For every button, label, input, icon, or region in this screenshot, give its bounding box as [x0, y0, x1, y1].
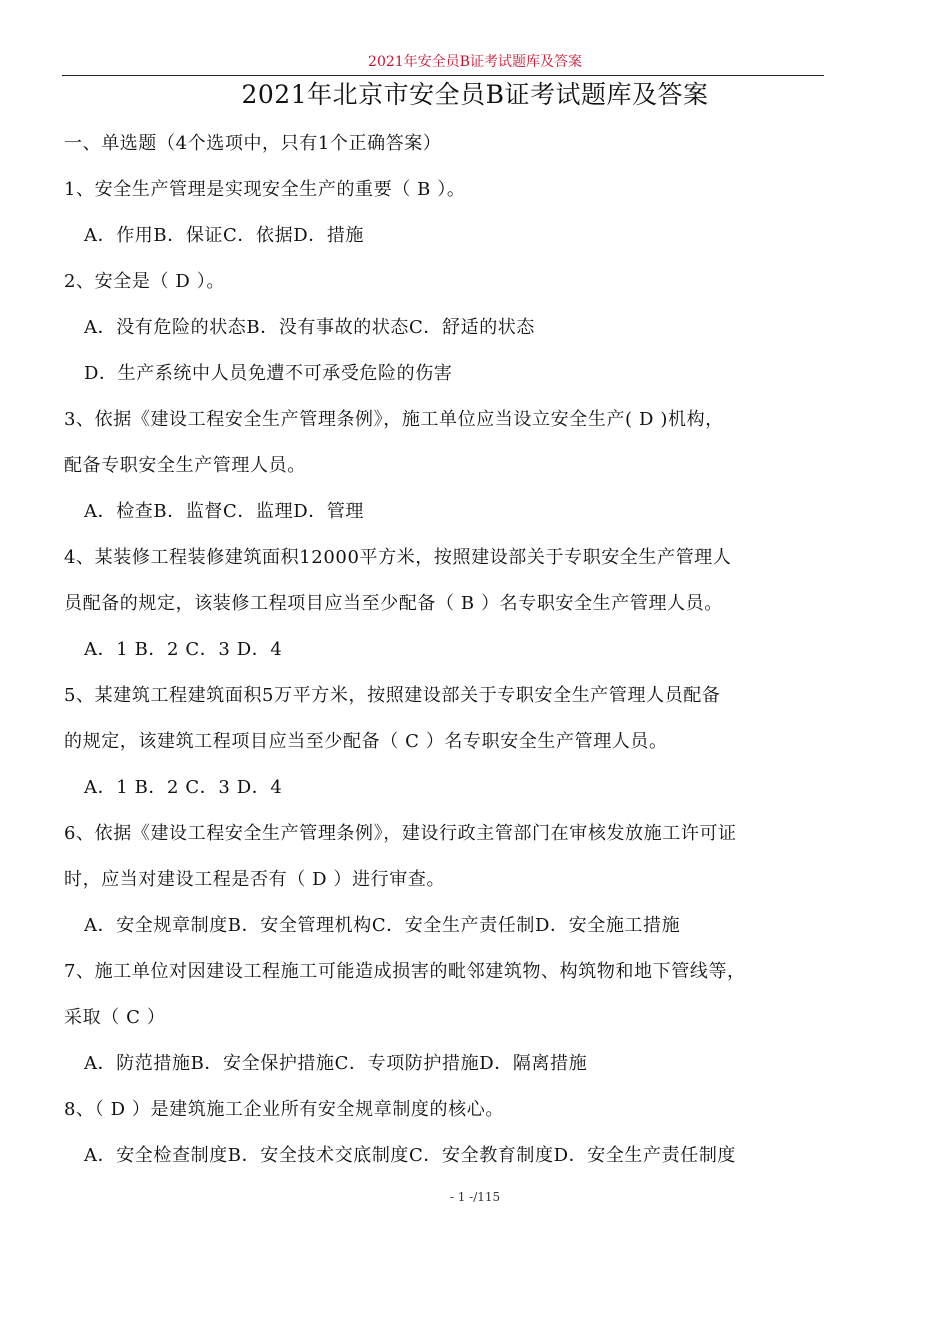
question-7-options: A．防范措施B．安全保护措施C．专项防护措施D．隔离措施	[84, 1053, 588, 1074]
running-header: 2021年安全员B证考试题库及答案	[368, 54, 582, 70]
question-4-options: A．1 B．2 C．3 D．4	[84, 639, 283, 660]
question-2-options: A．没有危险的状态B．没有事故的状态C．舒适的状态	[84, 317, 535, 338]
question-3-cont: 配备专职安全生产管理人员。	[64, 455, 306, 476]
question-6-options: A．安全规章制度B．安全管理机构C．安全生产责任制D．安全施工措施	[84, 915, 681, 936]
question-3-options: A．检查B．监督C．监理D．管理	[84, 501, 365, 522]
question-4: 4、某装修工程装修建筑面积12000平方米，按照建设部关于专职安全生产管理人	[64, 547, 732, 568]
question-3: 3、依据《建设工程安全生产管理条例》，施工单位应当设立安全生产( D )机构，	[64, 409, 724, 430]
document-body	[64, 126, 824, 1184]
question-2-options-cont: D．生产系统中人员免遭不可承受危险的伤害	[84, 363, 453, 384]
question-2: 2、安全是（ D ）。	[64, 271, 225, 292]
question-5-options: A．1 B．2 C．3 D．4	[84, 777, 283, 798]
header-rule	[62, 75, 824, 76]
section-heading: 一、单选题（4个选项中，只有1个正确答案）	[64, 133, 442, 154]
question-5-cont: 的规定，该建筑工程项目应当至少配备（ C ）名专职安全生产管理人员。	[64, 731, 668, 752]
question-1: 1、安全生产管理是实现安全生产的重要（ B ）。	[64, 179, 466, 200]
question-7-cont: 采取（ C ）	[64, 1007, 166, 1028]
document-title: 2021年北京市安全员B证考试题库及答案	[241, 80, 709, 109]
question-8-options: A．安全检查制度B．安全技术交底制度C．安全教育制度D．安全生产责任制度	[84, 1145, 737, 1166]
question-8: 8、（ D ）是建筑施工企业所有安全规章制度的核心。	[64, 1099, 504, 1120]
question-6-cont: 时，应当对建设工程是否有（ D ）进行审查。	[64, 869, 446, 890]
question-1-options: A．作用B．保证C．依据D．措施	[84, 225, 365, 246]
question-4-cont: 员配备的规定，该装修工程项目应当至少配备（ B ）名专职安全生产管理人员。	[64, 593, 723, 614]
question-6: 6、依据《建设工程安全生产管理条例》，建设行政主管部门在审核发放施工许可证	[64, 823, 737, 844]
question-5: 5、某建筑工程建筑面积5万平方米，按照建设部关于专职安全生产管理人员配备	[64, 685, 721, 706]
page-number: - 1 -/115	[449, 1190, 501, 1204]
question-7: 7、施工单位对因建设工程施工可能造成损害的毗邻建筑物、构筑物和地下管线等，	[64, 961, 746, 982]
